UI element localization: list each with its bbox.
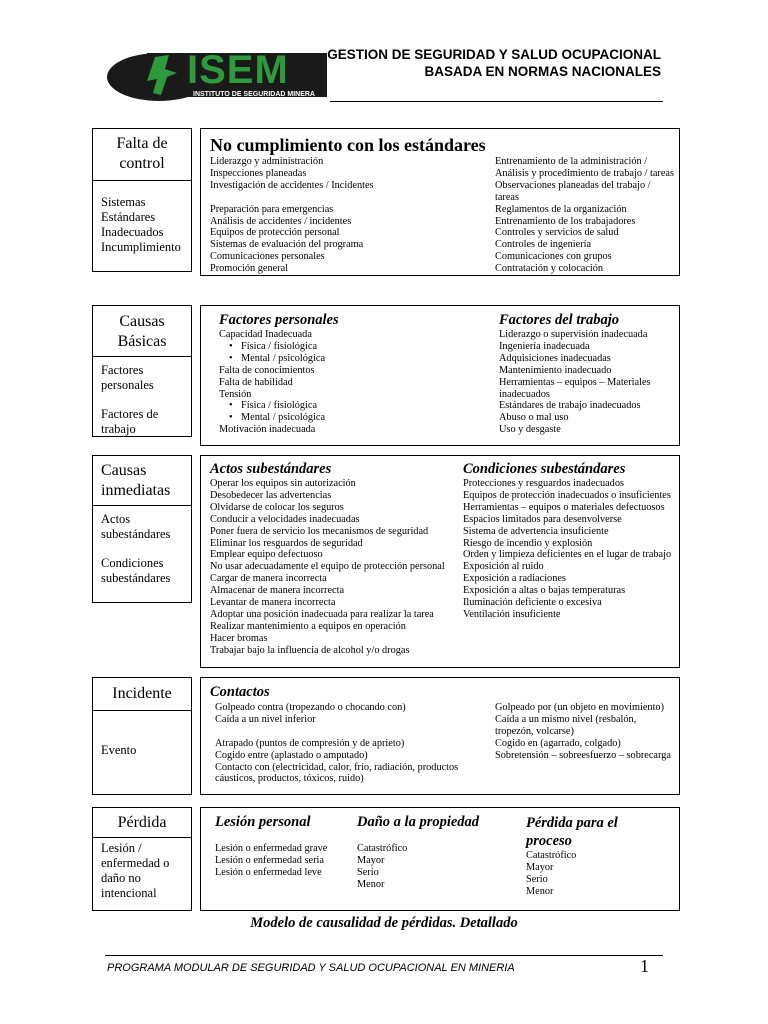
list-item: Ingeniería inadecuada: [499, 340, 590, 352]
list-item: Comunicaciones personales: [210, 251, 325, 263]
list-item: Catastrófico: [357, 843, 408, 854]
row1-label-title: Falta de control: [116, 135, 168, 172]
list-item: inadecuados: [499, 388, 550, 400]
row5-heading-injury: Lesión personal: [215, 814, 311, 830]
list-item: cáusticos, productos, tóxicos, ruido): [215, 773, 364, 785]
row4-sub-item: Evento: [101, 743, 137, 757]
list-item: Serio: [357, 866, 379, 878]
list-item: Falta de conocimientos: [219, 364, 315, 376]
list-item: Herramientas – equipos – Materiales: [499, 376, 651, 388]
list-item: Entrenamiento de la administración /: [495, 156, 648, 167]
list-item: Menor: [526, 885, 554, 897]
row5-sub-item: enfermedad o: [101, 856, 170, 870]
list-item: Motivación inadecuada: [219, 424, 316, 436]
list-item: Abuso o mal uso: [499, 412, 569, 424]
row5-label-sub: [93, 838, 191, 901]
list-item: Herramientas – equipos o materiales defectuosos: [463, 501, 665, 513]
row5-col1: [215, 843, 327, 879]
list-item: Cargar de manera incorrecta: [210, 573, 327, 585]
list-item: Adoptar una posición inadecuada para realizar la tarea: [210, 608, 434, 620]
row1-sub-item: Inadecuados: [101, 225, 164, 239]
list-item: Poner fuera de servicio los mecanismos de seguridad: [210, 525, 429, 537]
list-item: Sobretensión – sobreesfuerzo – sobrecarga: [495, 749, 671, 761]
list-item: tareas: [495, 191, 520, 203]
row1-sub-item: Estándares: [101, 210, 156, 224]
row2-col1: [219, 329, 325, 436]
row5-content-box: [200, 807, 680, 911]
row2-sub-item: Factores de trabajo: [101, 407, 159, 436]
row5-heading-process: [526, 814, 618, 850]
list-item: Riesgo de incendio y explosión: [463, 537, 593, 549]
list-item: Lesión o enfermedad seria: [215, 854, 324, 866]
row3-label-box: [92, 455, 192, 603]
row3-label-sub: [93, 506, 191, 586]
list-item: Levantar de manera incorrecta: [210, 597, 336, 609]
bullet-item: • Mental / psicológica: [219, 412, 325, 424]
page-number: 1: [640, 956, 649, 976]
list-item: Caída a un mismo nivel (resbalón,: [495, 713, 637, 725]
row5-heading-property: Daño a la propiedad: [357, 814, 480, 830]
list-item: Trabajar bajo la influencia de alcohol y/o drogas: [210, 644, 410, 656]
bullet-item: • Física / fisiológica: [219, 341, 325, 353]
row2-col2: [499, 329, 651, 436]
row2-label-sub: [93, 357, 191, 437]
row5-sub-item: Lesión /: [101, 841, 142, 855]
list-item: Operar los equipos sin autorización: [210, 478, 356, 489]
list-item: Exposición a altas o bajas temperaturas: [463, 585, 626, 597]
row4-col2: [495, 702, 671, 762]
list-item: Caída a un nivel inferior: [215, 713, 316, 725]
list-item: Capacidad Inadecuada: [219, 329, 312, 340]
list-item: Inspecciones planeadas: [210, 167, 307, 179]
list-item: Menor: [357, 878, 385, 890]
row2-content-box: [200, 305, 680, 446]
list-item: Olvidarse de colocar los seguros: [210, 501, 344, 513]
list-item: Análisis de accidentes / incidentes: [210, 215, 352, 227]
row2-sub-item: Factores personales: [101, 363, 154, 392]
list-item: Iluminación deficiente o excesiva: [463, 597, 602, 609]
list-item: Mantenimiento inadecuado: [499, 364, 612, 376]
list-item: Cogido entre (aplastado o amputado): [215, 749, 368, 761]
row1-sub-item: Incumplimiento: [101, 240, 181, 254]
row4-label-title: Incidente: [112, 685, 172, 702]
list-item: Cogido en (agarrado, colgado): [495, 737, 621, 749]
list-item: Ventilación insuficiente: [463, 608, 561, 620]
list-item: Liderazgo y administración: [210, 156, 324, 167]
row1-heading: No cumplimiento con los estándares: [210, 135, 486, 155]
list-item: Liderazgo o supervisión inadecuada: [499, 329, 648, 340]
list-item: Espacios limitados para desenvolverse: [463, 513, 622, 525]
title-line-2: BASADA EN NORMAS NACIONALES: [424, 64, 661, 79]
row2-label-title: Causas Básicas: [117, 313, 167, 350]
list-item: Almacenar de manera incorrecta: [210, 585, 345, 597]
title-line-1: GESTION DE SEGURIDAD Y SALUD OCUPACIONAL: [327, 47, 661, 62]
list-item: [215, 726, 458, 738]
list-item: Realizar mantenimiento a equipos en operación: [210, 620, 406, 632]
list-item: Preparación para emergencias: [210, 203, 334, 215]
row5-label-box: [92, 807, 192, 911]
list-item: Equipos de protección inadecuados o insuficientes: [463, 489, 671, 501]
list-item: Golpeado por (un objeto en movimiento): [495, 702, 665, 713]
list-item: tropezón, volcarse): [495, 725, 574, 737]
list-item: Serio: [526, 873, 548, 885]
list-item: Reglamentos de la organización: [495, 203, 627, 215]
list-item: Emplear equipo defectuoso: [210, 549, 323, 561]
list-item: No usar adecuadamente el equipo de protección personal: [210, 561, 445, 573]
list-item: Entrenamiento de los trabajadores: [495, 215, 636, 227]
row5-label-title: Pérdida: [117, 814, 167, 831]
row3-heading-conditions: Condiciones subestándares: [463, 461, 626, 477]
list-item: Observaciones planeadas del trabajo /: [495, 179, 651, 191]
list-item: Protecciones y resguardos inadecuados: [463, 478, 624, 489]
list-item: Comunicaciones con grupos: [495, 251, 612, 263]
heading-line: Pérdida para el: [526, 815, 618, 831]
heading-line: proceso: [526, 833, 572, 849]
list-item: Mayor: [357, 854, 385, 866]
row3-sub-item: Actos subestándares: [101, 512, 171, 541]
row3-sub-item: Condiciones subestándares: [101, 556, 171, 585]
row1-content-box: [200, 128, 680, 276]
list-item: Falta de habilidad: [219, 376, 293, 388]
figure-caption: Modelo de causalidad de pérdidas. Detallado: [250, 915, 518, 931]
list-item: Mayor: [526, 861, 554, 873]
row5-sub-item: intencional: [101, 886, 157, 900]
row2-heading-personal: Factores personales: [219, 312, 339, 328]
list-item: Lesión o enfermedad leve: [215, 866, 322, 878]
list-item: [210, 192, 374, 204]
list-item: Hacer bromas: [210, 632, 268, 644]
row5-sub-item: daño no: [101, 871, 141, 885]
list-item: Lesión o enfermedad grave: [215, 843, 328, 854]
bullet-item: • Física / fisiológica: [219, 400, 325, 412]
list-item: Adquisiciones inadecuadas: [499, 352, 611, 364]
row3-col1: [210, 478, 445, 657]
row1-col1: [210, 156, 374, 275]
document-title: [301, 46, 661, 80]
row3-col2: [463, 478, 671, 621]
isem-logo: [107, 47, 329, 105]
row1-label-box: [92, 128, 192, 272]
list-item: Investigación de accidentes / Incidentes: [210, 179, 374, 191]
list-item: Análisis y procedimiento de trabajo / tareas: [495, 167, 674, 179]
list-item: Catastrófico: [526, 850, 577, 861]
row4-label-sub: [93, 711, 191, 758]
list-item: Contacto con (electricidad, calor, frío, radiación, productos: [215, 761, 459, 773]
row5-col2: [357, 843, 407, 891]
row3-heading-acts: Actos subestándares: [210, 461, 332, 477]
list-item: Atrapado (puntos de compresión y de aprieto): [215, 737, 405, 749]
logo-text: ISEM: [187, 48, 289, 92]
list-item: Eliminar los resguardos de seguridad: [210, 537, 363, 549]
list-item: Contratación y colocación: [495, 263, 604, 275]
footer-text: PROGRAMA MODULAR DE SEGURIDAD Y SALUD OCUPACIONAL EN MINERIA: [107, 962, 515, 974]
list-item: Exposición a radiaciones: [463, 573, 566, 585]
list-item: Golpeado contra (tropezando o chocando con): [215, 702, 406, 713]
row3-label-title: Causas inmediatas: [101, 462, 171, 499]
list-item: Controles y servicios de salud: [495, 227, 619, 239]
list-item: Uso y desgaste: [499, 424, 561, 436]
row3-content-box: [200, 455, 680, 668]
row4-label-box: [92, 677, 192, 795]
list-item: Sistemas de evaluación del programa: [210, 239, 364, 251]
list-item: Equipos de protección personal: [210, 227, 340, 239]
list-item: Estándares de trabajo inadecuados: [499, 400, 641, 412]
list-item: Tensión: [219, 388, 252, 400]
list-item: Sistema de advertencia insuficiente: [463, 525, 609, 537]
list-item: Orden y limpieza deficientes en el lugar de trabajo: [463, 549, 672, 561]
row1-col2: [495, 156, 674, 275]
logo-subtitle: INSTITUTO DE SEGURIDAD MINERA: [193, 91, 315, 98]
row2-heading-work: Factores del trabajo: [499, 312, 620, 328]
row4-heading-contacts: Contactos: [210, 684, 270, 700]
row4-content-box: [200, 677, 680, 795]
list-item: Controles de ingeniería: [495, 239, 592, 251]
list-item: Conducir a velocidades inadecuadas: [210, 513, 360, 525]
row1-label-sub: [93, 181, 191, 255]
header-rule: [330, 101, 663, 102]
row5-col3: [526, 850, 576, 898]
list-item: Exposición al ruido: [463, 561, 544, 573]
bullet-item: • Mental / psicológica: [219, 353, 325, 365]
list-item: Promoción general: [210, 263, 289, 275]
row1-sub-item: Sistemas: [101, 195, 146, 209]
row4-col1: [215, 702, 458, 785]
list-item: Desobedecer las advertencias: [210, 489, 332, 501]
row2-label-box: [92, 305, 192, 437]
footer-rule: [105, 955, 663, 956]
